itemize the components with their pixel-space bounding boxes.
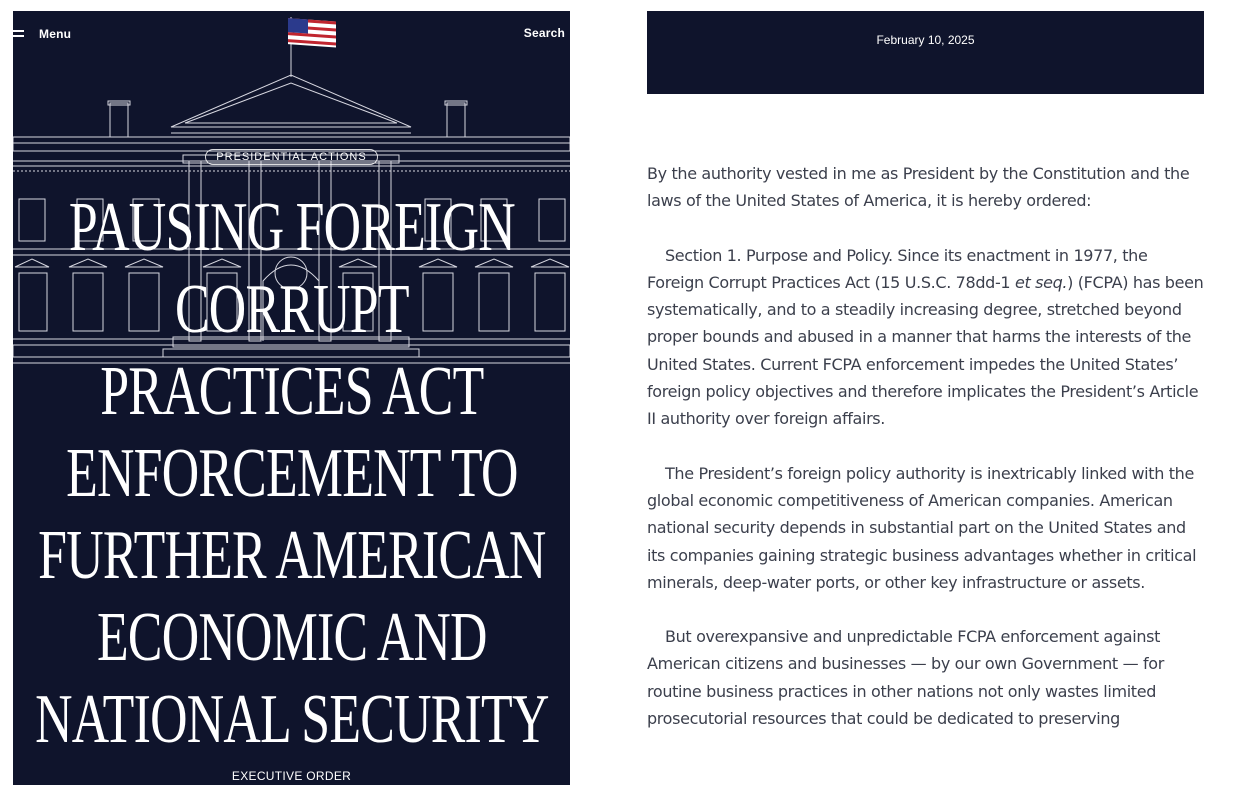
title-line: PAUSING FOREIGN [68, 189, 515, 266]
menu-label: Menu [39, 27, 72, 41]
title-line: FURTHER AMERICAN [38, 517, 546, 594]
article-paragraph: The President’s foreign policy authority is inextricably linked with the global economic competitiveness of American companies. American national security depends in substantial part on the United States and its companies gaining strategic business advantages whether in critical minerals, deep-water ports, or other key infrastructure or assets. [647, 463, 1197, 592]
top-navigation [13, 11, 570, 55]
page-title [35, 187, 549, 761]
title-line: ECONOMIC AND [97, 599, 487, 676]
date-banner [647, 11, 1204, 94]
article-paragraph: By the authority vested in me as President by the Constitution and the laws of the United States of America, it is hereby ordered: [647, 164, 1190, 211]
article-body [647, 160, 1207, 759]
article-paragraph-section-1: Section 1. Purpose and Policy. Since its enactment in 1977, the Foreign Corrupt Practices Act (15 U.S.C. 78dd-1 et seq.) (FCPA) has been systematically, and to a steadily increasing degree, stretched beyond proper bounds and abused in a manner that harms the interests of the United States. Current FCPA enforcement impedes the United States’ foreign policy objectives and therefore implicates the President’s Article II authority over foreign affairs. [647, 245, 1204, 429]
title-line: CORRUPT [174, 271, 409, 348]
menu-button[interactable] [13, 25, 71, 43]
title-line: NATIONAL SECURITY [35, 681, 549, 758]
publish-date: February 10, 2025 [876, 33, 975, 47]
latin-term: et seq. [1014, 272, 1068, 292]
title-line: ENFORCEMENT TO [66, 435, 518, 512]
category-pill[interactable]: PRESIDENTIAL ACTIONS [205, 149, 377, 165]
hamburger-icon [13, 29, 25, 39]
title-line: PRACTICES ACT [100, 353, 484, 430]
hero-panel [13, 11, 570, 785]
category-label[interactable] [13, 149, 570, 165]
us-flag-icon[interactable] [286, 16, 338, 50]
document-type-link[interactable]: EXECUTIVE ORDER [231, 769, 352, 783]
search-button[interactable]: Search [523, 26, 565, 40]
article-paragraph: But overexpansive and unpredictable FCPA enforcement against American citizens and businesses — by our own Government — for routine business practices in other nations not only wastes limited prosecutorial resources that could be dedicated to preserving [647, 627, 1164, 729]
